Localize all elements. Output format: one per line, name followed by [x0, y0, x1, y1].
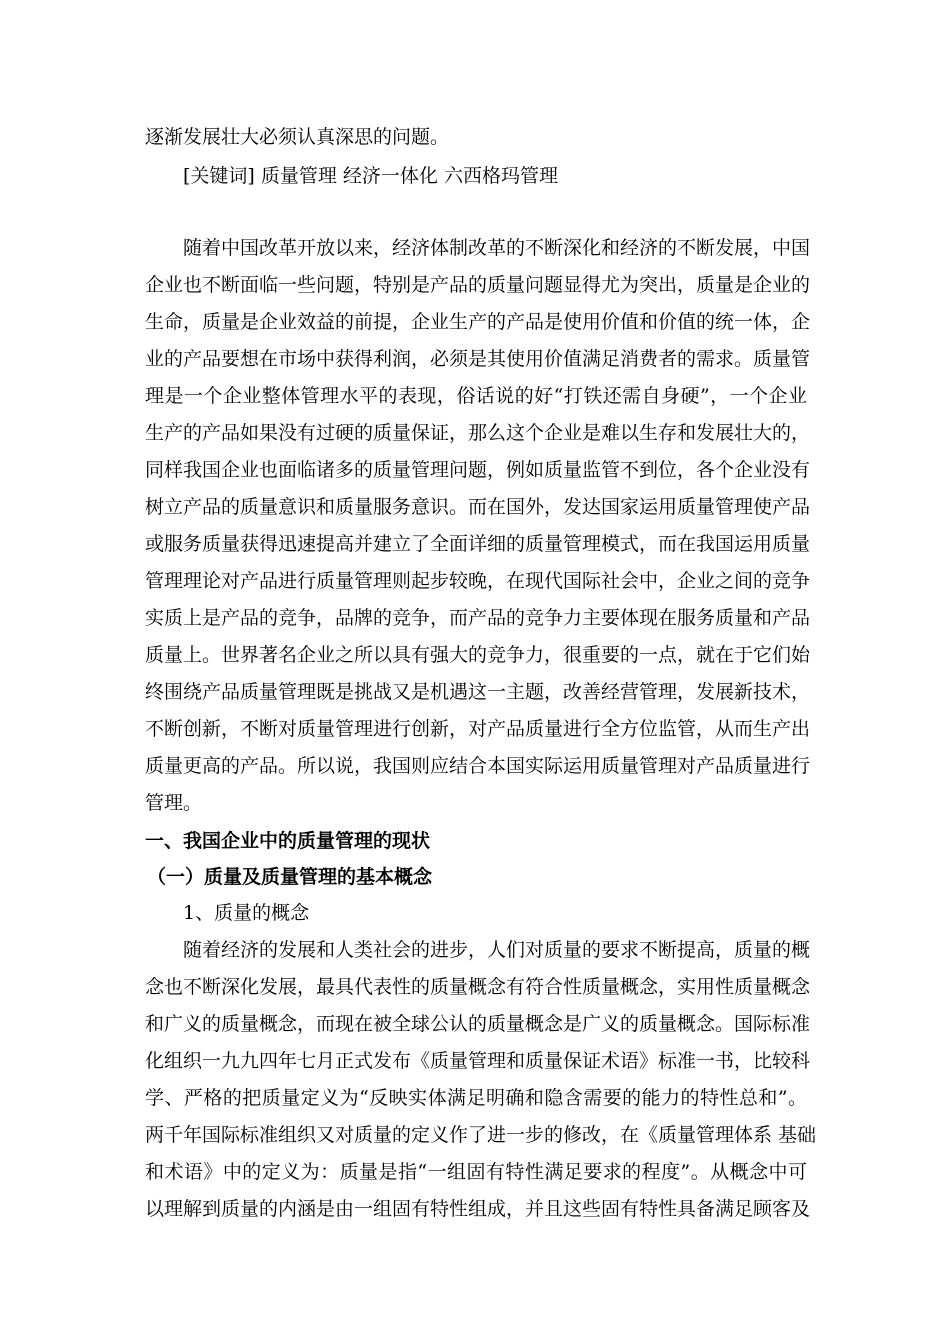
paragraph-line: 不断创新，不断对质量管理进行创新，对产品质量进行全方位监管，从而生产出 — [145, 718, 811, 740]
keywords-line: [关键词] 质量管理 经济一体化 六西格玛管理 — [183, 165, 558, 187]
paragraph-line: 管理理论对产品进行质量管理则起步较晚，在现代国际社会中，企业之间的竞争 — [145, 570, 811, 592]
paragraph-line: 或服务质量获得迅速提高并建立了全面详细的质量管理模式，而在我国运用质量 — [145, 533, 811, 555]
paragraph-line: 企业也不断面临一些问题，特别是产品的质量问题显得尤为突出，质量是企业的 — [145, 274, 811, 296]
paragraph-line: 随着中国改革开放以来，经济体制改革的不断深化和经济的不断发展，中国 — [183, 237, 811, 259]
sub-subsection-heading: 1、质量的概念 — [183, 902, 310, 924]
paragraph-line: 实质上是产品的竞争，品牌的竞争，而产品的竞争力主要体现在服务质量和产品 — [145, 607, 811, 629]
paragraph-line: 化组织一九九四年七月正式发布《质量管理和质量保证术语》标准一书，比较科 — [145, 1050, 811, 1072]
paragraph-line: 质量更高的产品。所以说，我国则应结合本国实际运用质量管理对产品质量进行 — [145, 755, 811, 777]
paragraph-line: 管理。 — [145, 792, 203, 814]
paragraph-line: 念也不断深化发展，最具代表性的质量概念有符合性质量概念，实用性质量概念 — [145, 976, 811, 998]
paragraph-line: 业的产品要想在市场中获得利润，必须是其使用价值满足消费者的需求。质量管 — [145, 348, 811, 370]
paragraph-line: 以理解到质量的内涵是由一组固有特性组成，并且这些固有特性具备满足顾客及 — [145, 1198, 811, 1220]
paragraph-line: 生命，质量是企业效益的前提，企业生产的产品是使用价值和价值的统一体，企 — [145, 311, 811, 333]
paragraph-line: 和广义的质量概念，而现在被全球公认的质量概念是广义的质量概念。国际标准 — [145, 1013, 811, 1035]
paragraph-line: 生产的产品如果没有过硬的质量保证，那么这个企业是难以生存和发展壮大的， — [145, 422, 811, 444]
paragraph-line: 理是一个企业整体管理水平的表现，俗话说的好“打铁还需自身硬”，一个企业 — [145, 385, 807, 407]
paragraph-line: 同样我国企业也面临诸多的质量管理问题，例如质量监管不到位，各个企业没有 — [145, 459, 811, 481]
paragraph-line: 树立产品的质量意识和质量服务意识。而在国外，发达国家运用质量管理使产品 — [145, 496, 811, 518]
section-heading: 一、我国企业中的质量管理的现状 — [145, 830, 431, 852]
paragraph-line: 质量上。世界著名企业之所以具有强大的竞争力，很重要的一点，就在于它们始 — [145, 644, 811, 666]
intro-tail-line: 逐渐发展壮大必须认真深思的问题。 — [145, 126, 450, 148]
paragraph-line: 和术语》中的定义为：质量是指“一组固有特性满足要求的程度”。从概念中可 — [145, 1161, 807, 1183]
paragraph-line: 学、严格的把质量定义为“反映实体满足明确和隐含需要的能力的特性总和”。 — [145, 1087, 807, 1109]
paragraph-line: 终围绕产品质量管理既是挑战又是机遇这一主题，改善经营管理，发展新技术， — [145, 681, 811, 703]
paragraph-line: 随着经济的发展和人类社会的进步，人们对质量的要求不断提高，质量的概 — [183, 939, 811, 961]
subsection-heading: （一）质量及质量管理的基本概念 — [147, 866, 433, 888]
paragraph-line: 两千年国际标准组织又对质量的定义作了进一步的修改，在《质量管理体系 基础 — [145, 1124, 817, 1146]
